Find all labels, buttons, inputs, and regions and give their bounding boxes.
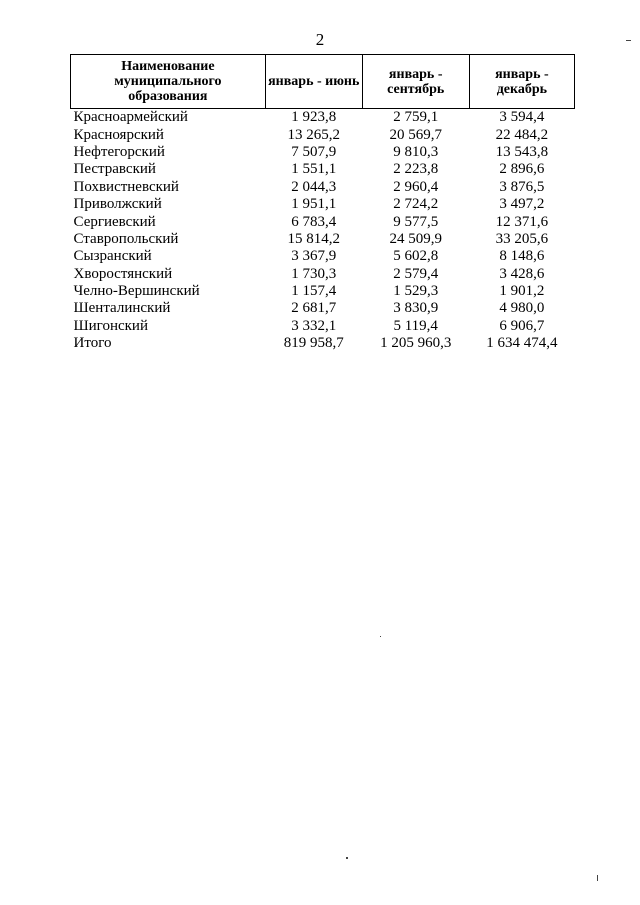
cell-jan-jun: 1 157,4 <box>291 283 337 300</box>
table-row <box>71 179 575 196</box>
header-jan-sep: январь - сентябрь <box>362 55 469 109</box>
cell-jan-sep: 9 577,5 <box>393 213 439 230</box>
header-jan-dec: январь - декабрь <box>469 55 574 109</box>
cell-jan-dec: 3 497,2 <box>499 196 545 213</box>
cell-jan-dec: 6 906,7 <box>499 317 545 334</box>
table-row <box>71 300 575 317</box>
cell-municipality: Приволжский <box>73 196 162 213</box>
cell-jan-dec: 13 543,8 <box>495 143 549 160</box>
cell-jan-jun: 7 507,9 <box>291 143 337 160</box>
cell-jan-sep: 24 509,9 <box>389 230 442 247</box>
table-row <box>71 213 575 230</box>
scan-mark <box>346 857 348 859</box>
table-row <box>71 144 575 161</box>
cell-jan-jun: 1 951,1 <box>291 196 337 213</box>
cell-jan-jun: 1 551,1 <box>291 161 337 178</box>
table-header <box>71 55 575 109</box>
cell-jan-dec: 1 634 474,4 <box>486 335 558 352</box>
cell-jan-sep: 9 810,3 <box>393 143 439 160</box>
table-row <box>71 318 575 335</box>
cell-jan-sep: 5 602,8 <box>393 248 439 265</box>
cell-jan-sep: 5 119,4 <box>393 317 438 334</box>
cell-municipality: Пестравский <box>73 161 156 178</box>
cell-jan-jun: 15 814,2 <box>287 230 340 247</box>
cell-jan-dec: 3 428,6 <box>499 265 545 282</box>
cell-municipality: Красноармейский <box>73 109 188 126</box>
cell-jan-sep: 1 205 960,3 <box>380 335 452 352</box>
cell-municipality: Сергиевский <box>73 213 156 230</box>
page-number: 2 <box>315 30 325 49</box>
table-row <box>71 196 575 213</box>
cell-jan-jun: 13 265,2 <box>287 126 340 143</box>
scan-mark <box>380 636 381 637</box>
table-row <box>71 248 575 265</box>
cell-jan-dec: 1 901,2 <box>499 283 545 300</box>
table-row <box>71 266 575 283</box>
cell-jan-jun: 819 958,7 <box>283 335 344 352</box>
cell-jan-sep: 1 529,3 <box>393 283 439 300</box>
cell-jan-jun: 3 332,1 <box>291 317 337 334</box>
header-municipality: Наименование муниципального образования <box>71 55 266 109</box>
cell-municipality: Хворостянский <box>73 265 173 282</box>
cell-jan-jun: 2 681,7 <box>291 300 337 317</box>
cell-municipality: Красноярский <box>73 126 164 143</box>
cell-municipality: Челно-Вершинский <box>73 283 200 300</box>
cell-jan-dec: 22 484,2 <box>495 126 549 143</box>
cell-municipality: Нефтегорский <box>73 143 165 160</box>
scan-mark <box>626 40 631 41</box>
cell-jan-jun: 3 367,9 <box>291 248 337 265</box>
cell-municipality: Ставропольский <box>73 230 179 247</box>
header-row <box>71 55 575 109</box>
cell-municipality: Шенталинский <box>73 300 171 317</box>
cell-jan-jun: 6 783,4 <box>291 213 337 230</box>
table-row <box>71 283 575 300</box>
cell-jan-sep: 2 579,4 <box>393 265 439 282</box>
table-row <box>71 109 575 127</box>
cell-jan-dec: 8 148,6 <box>499 248 545 265</box>
cell-jan-sep: 2 759,1 <box>393 109 439 126</box>
cell-jan-dec: 12 371,6 <box>495 213 549 230</box>
table-body <box>71 109 575 353</box>
table-row <box>71 231 575 248</box>
table-row <box>71 335 575 352</box>
cell-jan-sep: 3 830,9 <box>393 300 439 317</box>
cell-jan-dec: 33 205,6 <box>495 230 549 247</box>
cell-jan-sep: 2 724,2 <box>393 196 439 213</box>
cell-jan-sep: 20 569,7 <box>389 126 442 143</box>
scan-mark <box>597 875 598 881</box>
table-row <box>71 161 575 178</box>
data-table <box>70 54 575 352</box>
cell-municipality: Похвистневский <box>73 178 179 195</box>
cell-municipality: Сызранский <box>73 248 152 265</box>
cell-jan-dec: 3 594,4 <box>499 109 545 126</box>
cell-jan-dec: 3 876,5 <box>499 178 545 195</box>
cell-jan-sep: 2 223,8 <box>393 161 439 178</box>
cell-jan-jun: 1 730,3 <box>291 265 337 282</box>
cell-jan-dec: 2 896,6 <box>499 161 545 178</box>
cell-jan-sep: 2 960,4 <box>393 178 439 195</box>
cell-jan-jun: 1 923,8 <box>291 109 337 126</box>
cell-jan-dec: 4 980,0 <box>499 300 545 317</box>
header-jan-jun: январь - июнь <box>265 55 362 109</box>
cell-municipality: Итого <box>73 335 112 352</box>
cell-municipality: Шигонский <box>73 317 148 334</box>
cell-jan-jun: 2 044,3 <box>291 178 337 195</box>
table-row <box>71 126 575 143</box>
